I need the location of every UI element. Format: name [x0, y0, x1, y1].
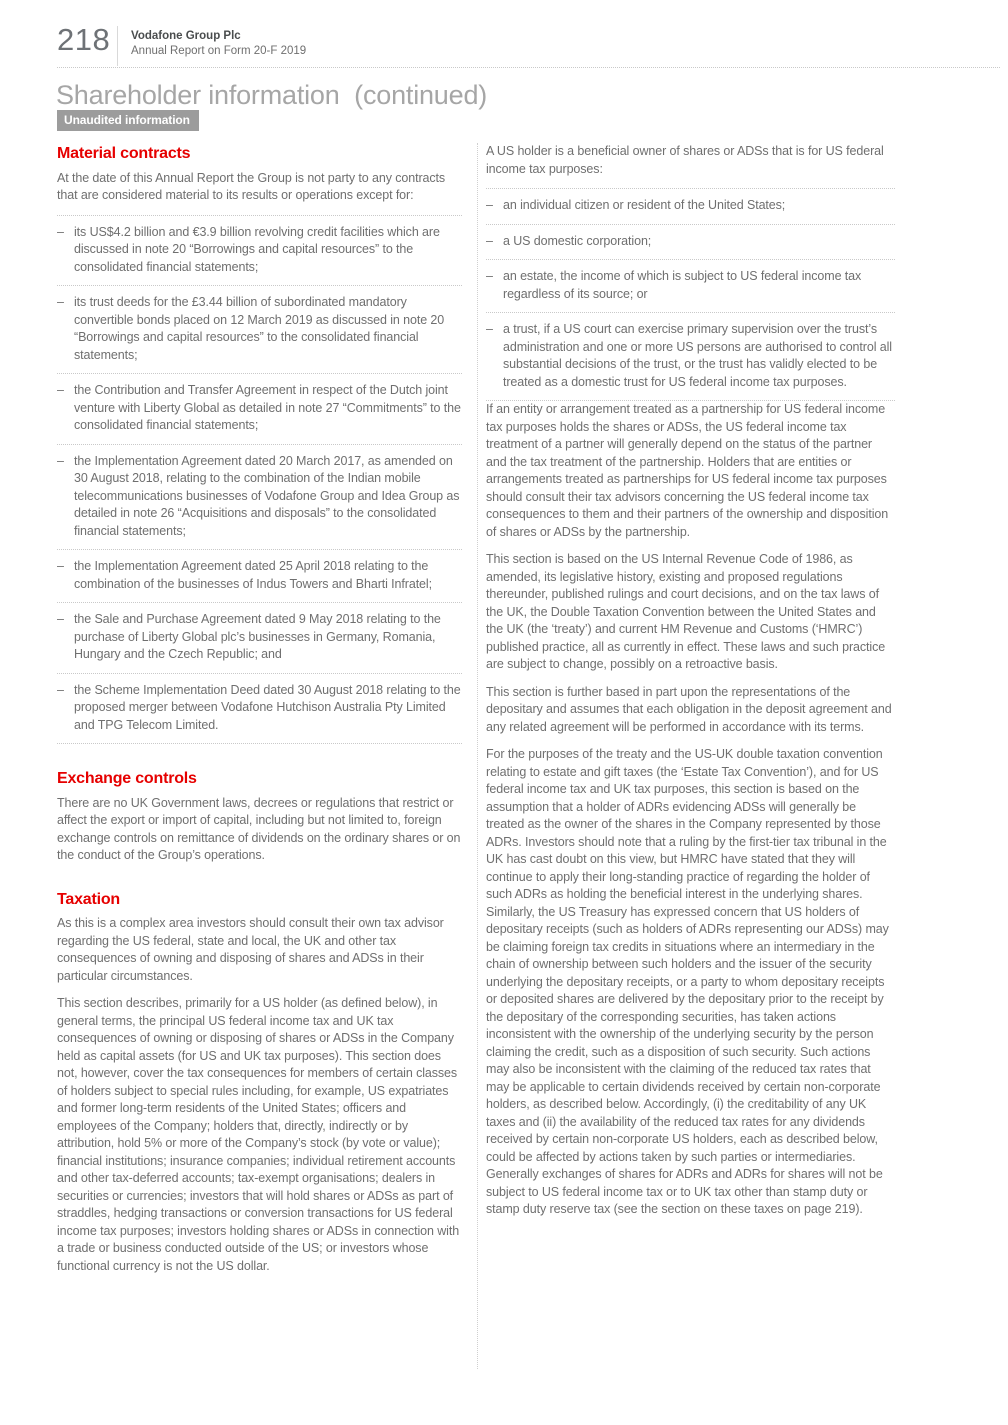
section-heading-material-contracts: Material contracts [57, 145, 191, 162]
column-divider [477, 143, 478, 1369]
page-number: 218 [57, 22, 111, 57]
list-item: – an estate, the income of which is subject to US federal income tax regardless of its source; or [486, 259, 895, 312]
company-name: Vodafone Group Plc [131, 30, 241, 42]
list-item: – its trust deeds for the £3.44 billion of subordinated mandatory convertible bonds placed on 12 March 2019 as discussed in note 20 “Borrowings and capital resources” to the consolidated financial statements; [57, 285, 462, 373]
paragraph: This section is further based in part upon the representations of the depositary and assumes that each obligation in the deposit agreement and any related agreement will be performed in accordance with its terms. [486, 684, 892, 734]
us-holder-intro: A US holder is a beneficial owner of shares or ADSs that is for US federal income tax purposes: [486, 144, 884, 176]
paragraph: This section is based on the US Internal Revenue Code of 1986, as amended, its legislative history, existing and proposed regulations thereunder, published rulings and court decisions, and on the tax laws of the UK, the Double Taxation Convention between the United States and the UK (the ‘treaty’) and current HM Revenue and Customs (‘HMRC’) published practice, all as currently in effect. These laws and such practice are subject to change, possibly on a retroactive basis. [486, 552, 886, 671]
header-rule [57, 67, 1000, 68]
list-item: – the Implementation Agreement dated 25 April 2018 relating to the combination of the businesses of Indus Towers and Bharti Infratel; [57, 549, 462, 602]
list-item: – a US domestic corporation; [486, 224, 895, 260]
list-item: – the Scheme Implementation Deed dated 30 August 2018 relating to the proposed merger between Vodafone Hutchison Australia Pty Limited and TPG Telecom Limited. [57, 673, 462, 744]
paragraph: For the purposes of the treaty and the US-UK double taxation convention relating to estate and gift taxes (the ‘Estate Tax Convention’), and for US federal income tax and UK tax purposes, this section is based on the assumption that a holder of ADRs evidencing ADSs will generally be treated as the owner of the shares in the Company represented by those ADRs. Investors should note that a ruling by the first-tier tax tribunal in the UK has cast doubt on this view, but HMRC have stated that they will continue to apply their long-standing practice of regarding the holder of such ADRs as holding the beneficial interest in the underlying shares. Similarly, the US Treasury has expressed concern that US holders of depositary receipts (such as holders of ADRs representing our ADSs) may be claiming foreign tax credits in situations where an intermediary in the chain of ownership between such holders and the issuer of the security underlying the depositary receipts, or a party to whom depositary receipts or deposited shares are delivered by the depositary prior to the receipt by the depositary of the corresponding securities, has taken actions inconsistent with the ownership of the underlying security by the person claiming the credit, such as a disposition of such security. Such actions may also be inconsistent with the claiming of the reduced tax rates that may be applicable to certain dividends received by certain non-corporate holders, as described below. Accordingly, (i) the creditability of any UK taxes and (ii) the availability of the reduced tax rates for any dividends received by certain non-corporate US holders, each as described below, could be affected by actions taken by such parties or intermediaries. Generally exchanges of shares for ADRs and ADRs for shares will not be subject to US federal income tax or to UK tax other than stamp duty or stamp duty reserve tax (see the section on these taxes on page 219). [486, 747, 889, 1216]
us-holder-list [486, 188, 895, 401]
list-item: – a trust, if a US court can exercise primary supervision over the trust’s administration and one or more US persons are authorised to control all substantial decisions of the trust, or the trust has validly elected to be treated as a domestic trust for US federal income tax purposes. [486, 312, 895, 400]
report-title: Annual Report on Form 20-F 2019 [131, 45, 307, 57]
paragraph: This section describes, primarily for a US holder (as defined below), in general terms, the principal US federal income tax and UK tax consequences of owning or disposing of shares or ADSs in the Company held as capital assets (for US and UK tax purposes). This section does not, however, cover the tax consequences for members of certain classes of holders subject to special rules including, for example, US expatriates and former long-term residents of the United States; officers and employees of the Company; holders that, directly, indirectly or by attribution, hold 5% or more of the Company’s stock (by vote or value); financial institutions; insurance companies; individual retirement accounts and other tax-deferred accounts; tax-exempt organisations; dealers in securities or currencies; investors that will hold shares or ADSs as part of straddles, hedging transactions or conversion transactions for US federal income tax purposes; investors holding shares or ADSs in connection with a trade or business conducted outside of the US; or investors whose functional currency is not the US dollar. [57, 996, 460, 1273]
section-heading-exchange-controls: Exchange controls [57, 770, 197, 787]
left-column [57, 143, 462, 1285]
paragraph: As this is a complex area investors should consult their own tax advisor regarding the US federal, state and local, the UK and other tax consequences of owning and disposing of shares and ADSs in their particular circumstances. [57, 916, 444, 983]
material-contracts-intro: At the date of this Annual Report the Group is not party to any contracts that are considered material to its results or operations except for: [57, 170, 446, 202]
header-meta [131, 29, 306, 59]
list-item: – its US$4.2 billion and €3.9 billion revolving credit facilities which are discussed in note 20 “Borrowings and capital resources” to the consolidated financial statements; [57, 215, 462, 286]
paragraph: There are no UK Government laws, decrees or regulations that restrict or affect the export or import of capital, including but not limited to, foreign exchange controls on remittance of dividends on the ordinary shares or on the conduct of the Group’s operations. [57, 795, 461, 862]
header-divider [117, 26, 118, 66]
unaudited-badge: Unaudited information [57, 110, 199, 131]
right-column [486, 143, 895, 1229]
section-heading-taxation: Taxation [57, 890, 121, 908]
page-title: Shareholder information (continued) [56, 80, 488, 110]
list-item: – the Contribution and Transfer Agreement in respect of the Dutch joint venture with Liberty Global as detailed in note 27 “Commitments” to the consolidated financial statements; [57, 373, 462, 444]
paragraph: If an entity or arrangement treated as a partnership for US federal income tax purposes holds the shares or ADSs, the US federal income tax treatment of a partner will generally depend on the status of the partner and the tax treatment of the partnership. Holders that are entities or arrangements treated as partnerships for US federal income tax purposes should consult their tax advisors concerning the US federal income tax consequences to them and their partners of the ownership and disposition of shares or ADSs by the partnership. [486, 402, 889, 539]
list-item: – the Implementation Agreement dated 20 March 2017, as amended on 30 August 2018, relating to the combination of the Indian mobile telecommunications businesses of Vodafone Group and Idea Group as detailed in note 26 “Acquisitions and disposals” to the consolidated financial statements; [57, 444, 462, 550]
list-item: – an individual citizen or resident of the United States; [486, 188, 895, 224]
list-item: – the Sale and Purchase Agreement dated 9 May 2018 relating to the purchase of Liberty Global plc’s businesses in Germany, Romania, Hungary and the Czech Republic; and [57, 602, 462, 673]
material-contracts-list [57, 215, 462, 745]
